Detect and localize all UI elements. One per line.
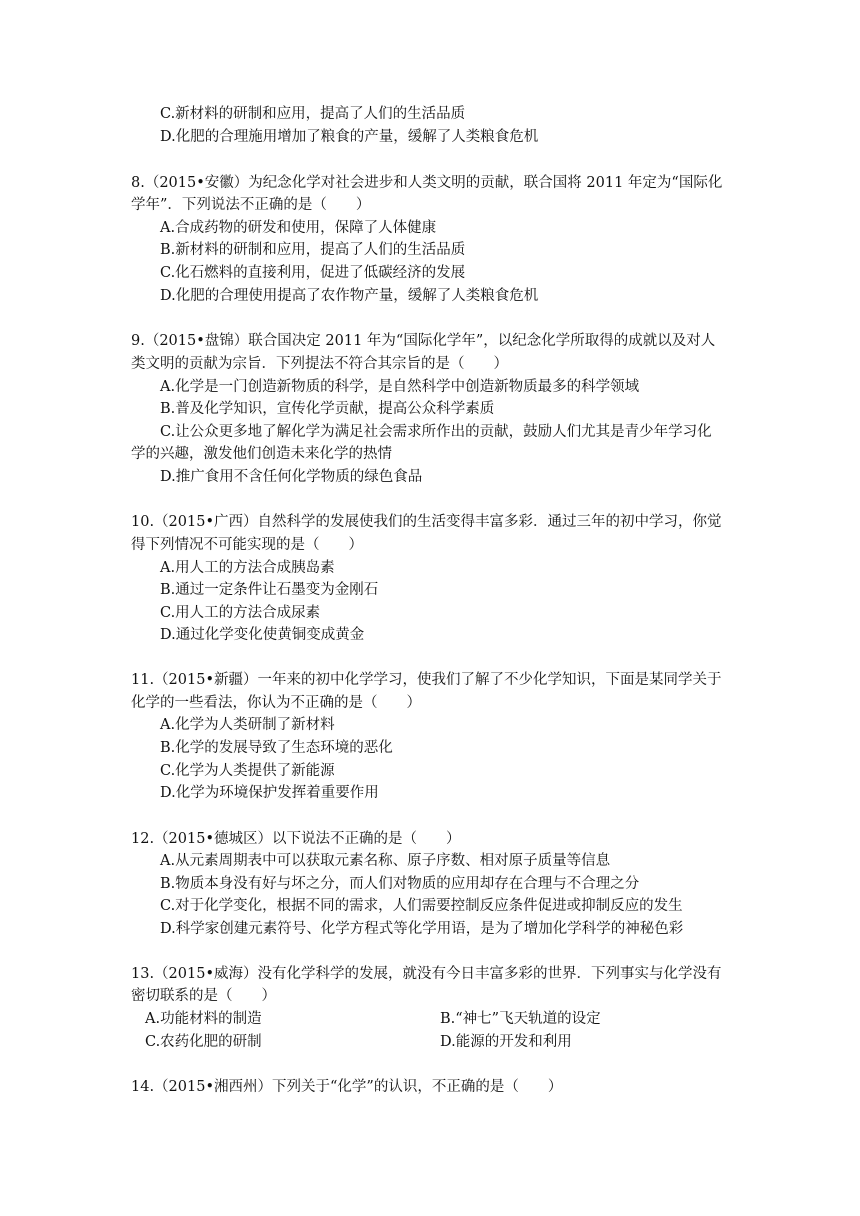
q10-option-b: B.通过一定条件让石墨变为金刚石 [160, 582, 379, 598]
q9-option-a: A.化学是一门创造新物质的科学，是自然科学中创造新物质最多的科学领域 [160, 379, 640, 395]
q13-option-c: C.农药化肥的研制 [145, 1034, 262, 1050]
q12-stem: 12.（2015•德城区）以下说法不正确的是（ ） [131, 831, 461, 847]
q10-option-a: A.用人工的方法合成胰岛素 [160, 560, 335, 576]
q12-option-b: B.物质本身没有好与坏之分，而人们对物质的应用却存在合理与不合理之分 [160, 876, 640, 892]
q12-option-a: A.从元素周期表中可以获取元素名称、原子序数、相对原子质量等信息 [160, 853, 611, 869]
q9-stem-line1: 9.（2015•盘锦）联合国决定 2011 年为“国际化学年”，以纪念化学所取得的成就以及对人 [131, 333, 716, 349]
q10-stem-line1: 10.（2015•广西）自然科学的发展使我们的生活变得丰富多彩．通过三年的初中学习，你觉 [131, 514, 722, 530]
q13-stem-line1: 13.（2015•威海）没有化学科学的发展，就没有今日丰富多彩的世界．下列事实与化学没有 [131, 966, 722, 982]
q9-option-d: D.推广食用不含任何化学物质的绿色食品 [160, 469, 423, 485]
q8-stem-line1: 8.（2015•安徽）为纪念化学对社会进步和人类文明的贡献，联合国将 2011 年定为“国际化 [131, 175, 723, 191]
q9-option-b: B.普及化学知识，宣传化学贡献，提高公众科学素质 [160, 401, 495, 417]
q10-option-d: D.通过化学变化使黄铜变成黄金 [160, 627, 365, 643]
q8-option-a: A.合成药物的研发和使用，保障了人体健康 [160, 220, 437, 236]
q13-stem-line2: 密切联系的是（ ） [131, 988, 276, 1004]
q11-stem-line2: 化学的一些看法，你认为不正确的是（ ） [131, 695, 421, 711]
q13-option-d: D.能源的开发和利用 [440, 1034, 572, 1050]
q13-option-a: A.功能材料的制造 [145, 1011, 262, 1027]
q11-option-d: D.化学为环境保护发挥着重要作用 [160, 785, 379, 801]
q7-option-c: C.新材料的研制和应用，提高了人们的生活品质 [160, 106, 466, 122]
q8-stem-line2: 学年”．下列说法不正确的是（ ） [131, 197, 371, 213]
q9-stem-line2: 类文明的贡献为宗旨．下列提法不符合其宗旨的是（ ） [131, 356, 508, 372]
q12-option-d: D.科学家创建元素符号、化学方程式等化学用语，是为了增加化学科学的神秘色彩 [160, 921, 684, 937]
q14-stem: 14.（2015•湘西州）下列关于“化学”的认识，不正确的是（ ） [131, 1079, 563, 1095]
q8-option-c: C.化石燃料的直接利用，促进了低碳经济的发展 [160, 265, 466, 281]
q8-option-d: D.化肥的合理使用提高了农作物产量，缓解了人类粮食危机 [160, 288, 539, 304]
q11-stem-line1: 11.（2015•新疆）一年来的初中化学学习，使我们了解了不少化学知识，下面是某同学关于 [131, 672, 722, 688]
q9-option-c-line1: C.让公众更多地了解化学为满足社会需求所作出的贡献，鼓励人们尤其是青少年学习化 [160, 424, 712, 440]
q9-option-c-line2: 学的兴趣，激发他们创造未来化学的热情 [131, 446, 392, 462]
q10-option-c: C.用人工的方法合成尿素 [160, 605, 321, 621]
q13-option-b: B.“神七”飞天轨道的设定 [440, 1011, 601, 1027]
q7-option-d: D.化肥的合理施用增加了粮食的产量，缓解了人类粮食危机 [160, 129, 539, 145]
q11-option-a: A.化学为人类研制了新材料 [160, 717, 335, 733]
q10-stem-line2: 得下列情况不可能实现的是（ ） [131, 537, 363, 553]
q11-option-b: B.化学的发展导致了生态环境的恶化 [160, 740, 393, 756]
q12-option-c: C.对于化学变化，根据不同的需求，人们需要控制反应条件促进或抑制反应的发生 [160, 898, 683, 914]
q8-option-b: B.新材料的研制和应用，提高了人们的生活品质 [160, 242, 466, 258]
q11-option-c: C.化学为人类提供了新能源 [160, 763, 335, 779]
